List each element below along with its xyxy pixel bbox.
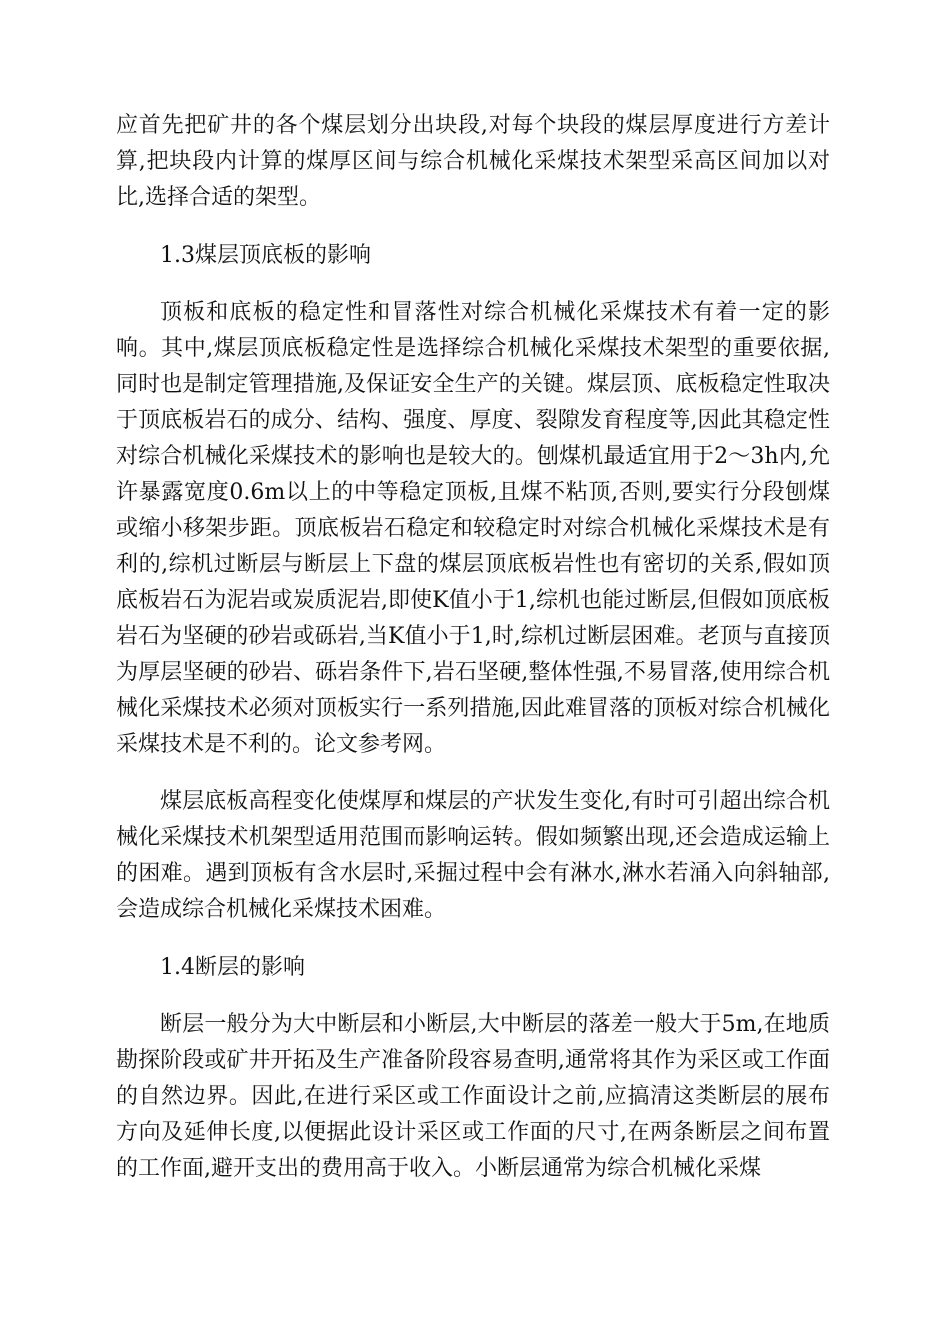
paragraph-continuation: 应首先把矿井的各个煤层划分出块段,对每个块段的煤层厚度进行方差计算,把块段内计算的煤厚区间与综合机械化采煤技术架型采高区间加以对比,选择合适的架型。 <box>116 113 830 210</box>
document-body <box>116 108 830 1187</box>
section-heading-1-3: 1.3煤层顶底板的影响 <box>160 243 371 268</box>
paragraph-floor-elevation: 煤层底板高程变化使煤厚和煤层的产状发生变化,有时可引超出综合机械化采煤技术机架型适用范围而影响运转。假如频繁出现,还会造成运输上的困难。遇到顶板有含水层时,采掘过程中会有淋水,淋水若涌入向斜轴部,会造成综合机械化采煤技术困难。 <box>116 789 830 922</box>
section-heading-1-4: 1.4断层的影响 <box>160 955 305 980</box>
paragraph-roof-floor: 顶板和底板的稳定性和冒落性对综合机械化采煤技术有着一定的影响。其中,煤层顶底板稳定性是选择综合机械化采煤技术架型的重要依据,同时也是制定管理措施,及保证安全生产的关键。煤层顶、底板稳定性取决于顶底板岩石的成分、结构、强度、厚度、裂隙发育程度等,因此其稳定性对综合机械化采煤技术的影响也是较大的。刨煤机最适宜用于2～3h内,允许暴露宽度0.6m以上的中等稳定顶板,且煤不粘顶,否则,要实行分段刨煤或缩小移架步距。顶底板岩石稳定和较稳定时对综合机械化采煤技术是有利的,综机过断层与断层上下盘的煤层顶底板岩性也有密切的关系,假如顶底板岩石为泥岩或炭质泥岩,即使K值小于1,综机也能过断层,但假如顶底板岩石为坚硬的砂岩或砾岩,当K值小于1,时,综机过断层困难。老顶与直接顶为厚层坚硬的砂岩、砾岩条件下,岩石坚硬,整体性强,不易冒落,使用综合机械化采煤技术必须对顶板实行一系列措施,因此难冒落的顶板对综合机械化采煤技术是不利的。论文参考网。 <box>116 300 830 757</box>
paragraph-faults: 断层一般分为大中断层和小断层,大中断层的落差一般大于5m,在地质勘探阶段或矿井开拓及生产准备阶段容易查明,通常将其作为采区或工作面的自然边界。因此,在进行采区或工作面设计之前,应搞清这类断层的展布方向及延伸长度,以便据此设计采区或工作面的尺寸,在两条断层之间布置的工作面,避开支出的费用高于收入。小断层通常为综合机械化采煤 <box>116 1012 830 1181</box>
